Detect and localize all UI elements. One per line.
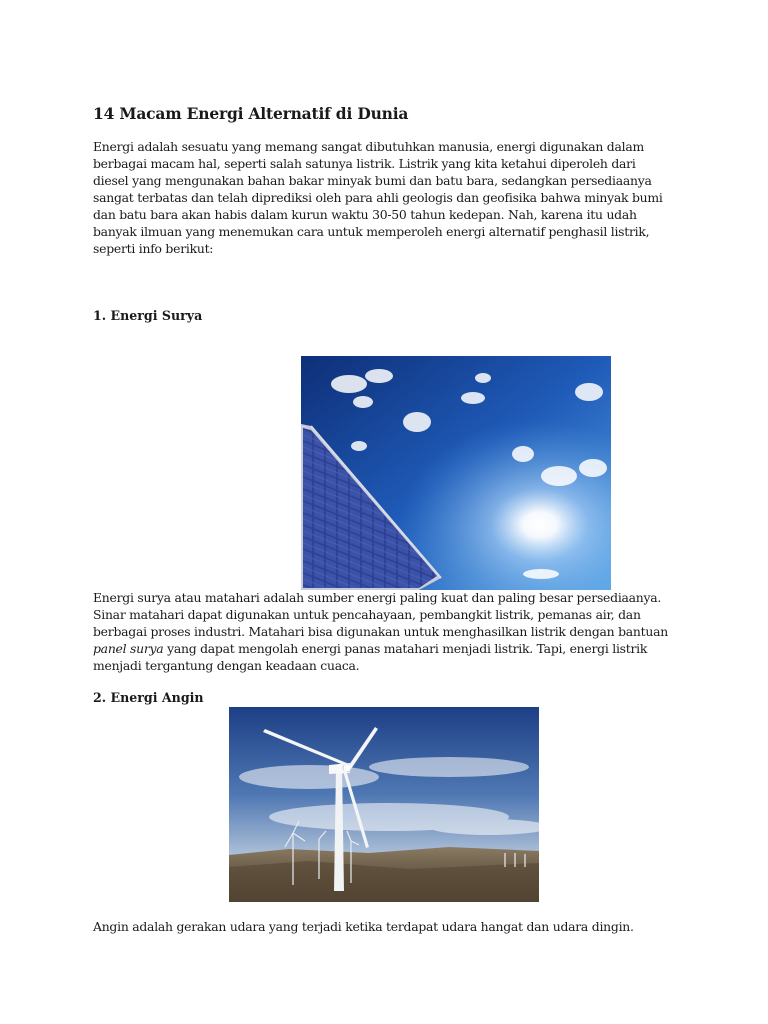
surya-line-rest: yang dapat mengolah energi panas matahari menjadi listrik. Tapi, energi listrik bbox=[163, 641, 648, 656]
surya-line: berbagai proses industri. Matahari bisa digunakan untuk menghasilkan listrik dengan bantuan bbox=[93, 624, 668, 639]
intro-paragraph bbox=[93, 138, 693, 257]
surya-line bbox=[93, 640, 693, 657]
wind-turbine-image bbox=[229, 707, 539, 902]
surya-line: menjadi tergantung dengan keadaan cuaca. bbox=[93, 658, 360, 673]
wind-turbine-illustration bbox=[229, 707, 539, 902]
page-title: 14 Macam Energi Alternatif di Dunia bbox=[93, 104, 409, 123]
surya-line: Sinar matahari dapat digunakan untuk pencahayaan, pembangkit listrik, pemanas air, dan bbox=[93, 607, 641, 622]
intro-line: seperti info berikut: bbox=[93, 241, 214, 256]
intro-line: diesel yang mengunakan bahan bakar minyak bumi dan batu bara, sedangkan persediaanya bbox=[93, 173, 652, 188]
italic-term: panel surya bbox=[93, 641, 164, 656]
section-heading-energi-surya: 1. Energi Surya bbox=[93, 308, 203, 323]
intro-line: dan batu bara akan habis dalam kurun waktu 30-50 tahun kedepan. Nah, karena itu udah bbox=[93, 207, 637, 222]
solar-panel-illustration bbox=[301, 356, 611, 590]
solar-panel-image bbox=[301, 356, 611, 590]
angin-line: Angin adalah gerakan udara yang terjadi ketika terdapat udara hangat dan udara dingin. bbox=[93, 919, 634, 934]
intro-line: Energi adalah sesuatu yang memang sangat dibutuhkan manusia, energi digunakan dalam bbox=[93, 139, 644, 154]
section-heading-energi-angin: 2. Energi Angin bbox=[93, 690, 204, 705]
energi-angin-paragraph bbox=[93, 918, 693, 935]
intro-line: banyak ilmuan yang menemukan cara untuk memperoleh energi alternatif penghasil listrik, bbox=[93, 224, 650, 239]
intro-line: sangat terbatas dan telah diprediksi oleh para ahli geologis dan geofisika bahwa minyak bumi bbox=[93, 190, 663, 205]
intro-line: berbagai macam hal, seperti salah satunya listrik. Listrik yang kita ketahui diperoleh dari bbox=[93, 156, 636, 171]
surya-line: Energi surya atau matahari adalah sumber energi paling kuat dan paling besar persediaanya. bbox=[93, 590, 662, 605]
energi-surya-paragraph bbox=[93, 589, 693, 674]
